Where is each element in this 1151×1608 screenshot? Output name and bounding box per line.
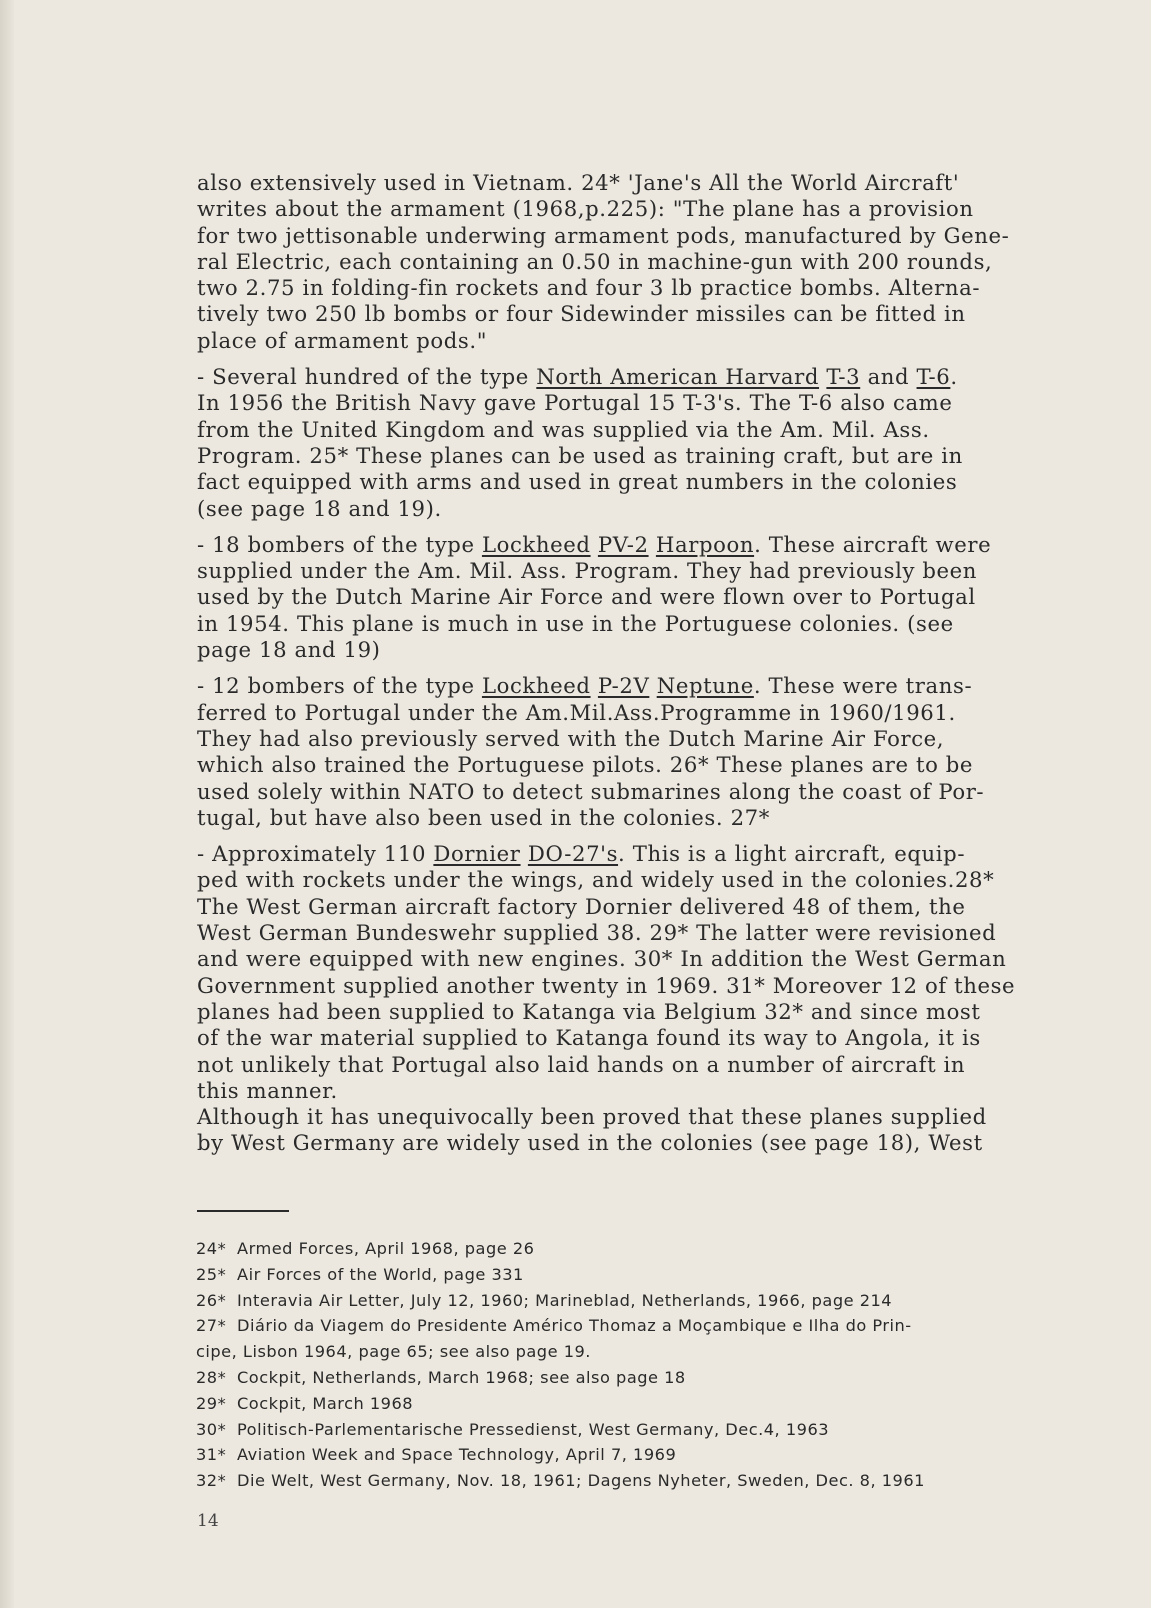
paragraph: [197, 1104, 1077, 1157]
text-line: [197, 196, 1077, 222]
text-segment: West German Bundeswehr supplied 38. 29* The latter were revisioned: [197, 920, 997, 946]
underlined-aircraft-name: Neptune: [656, 673, 754, 699]
footnote-text: cipe, Lisbon 1964, page 65; see also page 19.: [196, 1342, 591, 1362]
text-line: [197, 867, 1077, 893]
underlined-aircraft-name: Lockheed: [481, 531, 591, 557]
text-segment: . These were trans-: [753, 673, 973, 699]
text-segment: place of armament pods.": [197, 327, 488, 353]
footnote: [196, 1339, 1076, 1365]
text-segment: two 2.75 in folding-fin rockets and four 3 lb practice bombs. Alterna-: [197, 275, 981, 301]
paragraph: [197, 364, 1077, 522]
text-segment: which also trained the Portuguese pilots. 26* These planes are to be: [197, 752, 974, 778]
text-line: [197, 779, 1077, 805]
text-line: [197, 894, 1077, 920]
footnote-text: Interavia Air Letter, July 12, 1960; Marineblad, Netherlands, 1966, page 214: [237, 1290, 893, 1310]
text-line: [197, 841, 1077, 867]
footnote-number: 26*: [196, 1290, 227, 1310]
footnote: [196, 1442, 1076, 1468]
page-binding-edge: [0, 0, 14, 1608]
footnote-text: Air Forces of the World, page 331: [237, 1264, 524, 1284]
text-segment: tively two 250 lb bombs or four Sidewinder missiles can be fitted in: [197, 301, 966, 327]
underlined-aircraft-name: Dornier: [433, 841, 521, 867]
text-segment: by West Germany are widely used in the colonies (see page 18), West: [197, 1130, 983, 1156]
footnote: [196, 1417, 1076, 1443]
text-line: [197, 1078, 1077, 1104]
footnote-number: 27*: [196, 1316, 227, 1336]
text-line: [197, 999, 1077, 1025]
footnote-text: Cockpit, Netherlands, March 1968; see also page 18: [237, 1367, 686, 1387]
text-line: [197, 946, 1077, 972]
footnote-number: 31*: [196, 1445, 227, 1465]
text-segment: - Approximately 110: [197, 841, 434, 867]
text-segment: [591, 532, 598, 557]
footnote-text: Cockpit, March 1968: [237, 1393, 414, 1413]
text-segment: tugal, but have also been used in the colonies. 27*: [197, 804, 770, 830]
text-line: [197, 223, 1077, 249]
footnote: [196, 1262, 1076, 1288]
text-segment: used solely within NATO to detect submarines along the coast of Por-: [197, 778, 985, 804]
text-line: [197, 1130, 1077, 1156]
text-segment: (see page 18 and 19).: [197, 495, 442, 521]
footnote-separator: [197, 1210, 289, 1212]
text-segment: ral Electric, each containing an 0.50 in machine-gun with 200 rounds,: [197, 248, 993, 274]
text-segment: and were equipped with new engines. 30* In addition the West German: [197, 946, 1007, 972]
footnote-text: Diário da Viagem do Presidente Américo Thomaz a Moçambique e Ilha do Prin-: [237, 1316, 912, 1336]
footnote-number: 30*: [196, 1419, 227, 1439]
text-segment: ped with rockets under the wings, and widely used in the colonies.28*: [197, 867, 995, 893]
text-segment: page 18 and 19): [197, 637, 381, 663]
footnote: [196, 1236, 1076, 1262]
text-segment: this manner.: [197, 1077, 338, 1103]
underlined-aircraft-name: PV-2: [597, 531, 649, 557]
footnote: [196, 1468, 1076, 1494]
text-segment: writes about the armament (1968,p.225): "The plane has a provision: [197, 196, 974, 222]
footnote-text: Politisch-Parlementarische Pressedienst, West Germany, Dec.4, 1963: [237, 1419, 830, 1439]
text-line: [197, 611, 1077, 637]
text-line: [197, 390, 1077, 416]
underlined-aircraft-name: T-6: [916, 364, 951, 390]
text-segment: and: [860, 364, 917, 390]
underlined-aircraft-name: P-2V: [597, 673, 650, 699]
text-segment: supplied under the Am. Mil. Ass. Program. They had previously been: [197, 558, 978, 584]
text-line: [197, 443, 1077, 469]
text-segment: of the war material supplied to Katanga found its way to Angola, it is: [197, 1025, 981, 1051]
text-line: [197, 249, 1077, 275]
text-line: [197, 558, 1077, 584]
footnote: [196, 1391, 1076, 1417]
footnote-text: Die Welt, West Germany, Nov. 18, 1961; Dagens Nyheter, Sweden, Dec. 8, 1961: [237, 1471, 925, 1491]
page-number: 14: [197, 1511, 219, 1531]
text-segment: for two jettisonable underwing armament pods, manufactured by Gene-: [197, 222, 1010, 248]
text-line: [197, 1052, 1077, 1078]
underlined-aircraft-name: Harpoon: [655, 531, 755, 557]
text-line: [197, 275, 1077, 301]
text-line: [197, 752, 1077, 778]
underlined-aircraft-name: Lockheed: [481, 673, 591, 699]
text-segment: .: [950, 364, 958, 390]
text-segment: They had also previously served with the Dutch Marine Air Force,: [197, 725, 945, 751]
text-segment: not unlikely that Portugal also laid hands on a number of aircraft in: [197, 1051, 966, 1077]
main-body-text: [197, 170, 1077, 1167]
text-line: [197, 469, 1077, 495]
text-segment: also extensively used in Vietnam. 24* 'Jane's All the World Aircraft': [197, 170, 960, 195]
underlined-aircraft-name: North American Harvard: [536, 364, 820, 390]
text-line: [197, 1025, 1077, 1051]
paragraph: [197, 532, 1077, 663]
text-segment: . This is a light aircraft, equip-: [618, 841, 966, 867]
paragraph: [197, 673, 1077, 831]
footnotes: [196, 1236, 1076, 1494]
text-segment: - 18 bombers of the type: [197, 531, 482, 557]
text-line: [197, 700, 1077, 726]
footnote: [196, 1365, 1076, 1391]
text-segment: from the United Kingdom and was supplied via the Am. Mil. Ass.: [197, 416, 930, 442]
text-line: [197, 1104, 1077, 1130]
text-segment: [649, 532, 656, 557]
footnote-text: Armed Forces, April 1968, page 26: [237, 1239, 535, 1258]
text-segment: The West German aircraft factory Dornier delivered 48 of them, the: [197, 893, 966, 919]
underlined-aircraft-name: T-3: [826, 364, 861, 390]
footnote: [196, 1313, 1076, 1339]
text-line: [197, 584, 1077, 610]
footnote-number: 25*: [196, 1264, 227, 1284]
text-line: [197, 170, 1077, 196]
paragraph: [197, 841, 1077, 1104]
footnote-number: 28*: [196, 1367, 227, 1387]
text-segment: [521, 841, 528, 866]
footnote-number: 29*: [196, 1393, 227, 1413]
text-segment: [591, 673, 598, 698]
underlined-aircraft-name: DO-27's: [527, 841, 619, 867]
text-line: [197, 637, 1077, 663]
text-line: [197, 532, 1077, 558]
text-segment: planes had been supplied to Katanga via Belgium 32* and since most: [197, 998, 981, 1024]
text-line: [197, 726, 1077, 752]
text-segment: used by the Dutch Marine Air Force and were flown over to Portugal: [197, 584, 976, 610]
text-line: [197, 805, 1077, 831]
text-segment: . These aircraft were: [754, 531, 992, 557]
text-line: [197, 973, 1077, 999]
text-line: [197, 496, 1077, 522]
text-segment: fact equipped with arms and used in great numbers in the colonies: [197, 469, 958, 495]
text-segment: ferred to Portugal under the Am.Mil.Ass.Programme in 1960/1961.: [197, 699, 956, 725]
text-segment: in 1954. This plane is much in use in the Portuguese colonies. (see: [197, 610, 954, 636]
text-line: [197, 920, 1077, 946]
text-segment: Program. 25* These planes can be used as training craft, but are in: [197, 442, 963, 468]
text-line: [197, 417, 1077, 443]
text-line: [197, 301, 1077, 327]
text-segment: In 1956 the British Navy gave Portugal 15 T-3's. The T-6 also came: [197, 390, 953, 416]
footnote-number: 24*: [196, 1239, 227, 1258]
footnote-number: 32*: [196, 1471, 227, 1491]
text-line: [197, 364, 1077, 390]
paragraph: [197, 170, 1077, 354]
footnote: [196, 1288, 1076, 1314]
text-segment: - 12 bombers of the type: [197, 673, 482, 699]
text-line: [197, 328, 1077, 354]
text-segment: Although it has unequivocally been proved that these planes supplied: [197, 1104, 987, 1130]
text-segment: [649, 673, 656, 698]
text-segment: - Several hundred of the type: [197, 364, 537, 390]
footnote-text: Aviation Week and Space Technology, April 7, 1969: [237, 1445, 677, 1465]
text-line: [197, 673, 1077, 699]
text-segment: Government supplied another twenty in 1969. 31* Moreover 12 of these: [197, 972, 1016, 998]
